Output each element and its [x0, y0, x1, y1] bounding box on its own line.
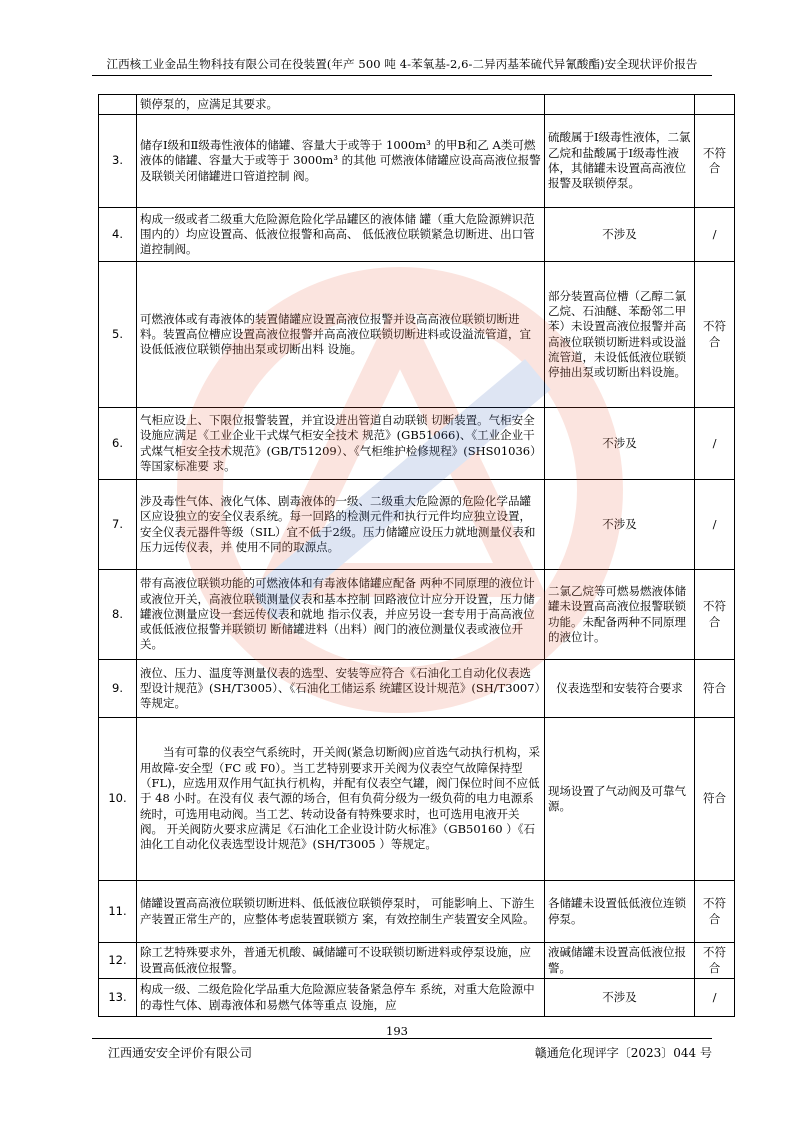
row-number: 12. — [99, 943, 137, 979]
requirement-text: 除工艺特殊要求外，普通无机酸、碱储罐可不设联锁切断进料或停泵设施，应设置高低液位报警。 — [137, 943, 545, 979]
table-row — [99, 943, 735, 979]
header-divider — [92, 75, 712, 76]
requirement-text: 储存Ⅰ级和Ⅱ级毒性液体的储罐、容量大于或等于 1000m³ 的甲B和乙 A类可燃液体的储罐、容量大于或等于 3000m³ 的其他 可燃液体储罐应设高高液位报警及联锁关闭储罐进口管道控制 阀。 — [137, 115, 545, 208]
status-text: 仪表选型和安装符合要求 — [545, 660, 695, 718]
result-text: / — [695, 979, 735, 1017]
table-row — [99, 660, 735, 718]
table-row — [99, 480, 735, 570]
table-row — [99, 208, 735, 262]
row-number: 7. — [99, 480, 137, 570]
row-number: 5. — [99, 262, 137, 408]
result-text — [695, 95, 735, 115]
requirement-indented-text: 当有可靠的仪表空气系统时，开关阀(紧急切断阀)应首选气动执行机构，采用故障-安全型（FC 或 F0）。当工艺特别要求开关阀为仪表空气故障保持型（FL)，应选用双作用气缸执行机构，并配有仪表空气罐，阀门保位时间不应低于 48 小时。在没有仪 表气源的场合，但有负荷分级为一级负荷的电力电源系统时，可选用电动阀。当工艺、转动设备有特殊要求时，也可选用电液开关阀。 开关阀防火要求应满足《石油化工企业设计防火标准》（GB50160 ）《石油化工自动化仪表选型设计规范》(SH/T3005 ）等规定。 — [140, 745, 540, 852]
table-row — [99, 408, 735, 480]
requirement-text: 储罐设置高高液位联锁切断进料、低低液位联锁停泵时， 可能影响上、下游生产装置正常生产的，应整体考虑装置联锁方 案，有效控制生产装置安全风险。 — [137, 881, 545, 943]
footer-company: 江西通安安全评价有限公司 — [108, 1046, 253, 1060]
footer-divider — [92, 1038, 712, 1039]
result-text: / — [695, 208, 735, 262]
page-number: 193 — [386, 1024, 408, 1038]
requirement-text: 带有高液位联锁功能的可燃液体和有毒液体储罐应配备 两种不同原理的液位计或液位开关，高液位联锁测量仪表和基本控制 回路液位计应分开设置，压力储罐液位测量应设一套远传仪表和就地 指示仪表，并应另设一套专用于高高液位或低低液位报警并联锁切 断储罐进料（出料）阀门的液位测量仪表或液位开关。 — [137, 570, 545, 660]
requirement-text: 液位、压力、温度等测量仪表的选型、安装等应符合《石油化工自动化仪表选型设计规范》(SH/T3005）、《石油化工储运系 统罐区设计规范》(SH/T3007）等规定。 — [137, 660, 545, 718]
requirement-text: 可燃液体或有毒液体的装置储罐应设置高液位报警并设高高液位联锁切断进料。装置高位槽应设置高液位报警并高高液位联锁切断进料或设溢流管道，宜设低低液位联锁停抽出泵或切断出料 设施。 — [137, 262, 545, 408]
status-text: 不涉及 — [545, 208, 695, 262]
row-number: 8. — [99, 570, 137, 660]
status-text: 不涉及 — [545, 408, 695, 480]
result-text: 不符合 — [695, 262, 735, 408]
table-row — [99, 262, 735, 408]
status-text: 部分装置高位槽（乙醇二氯乙烷、石油醚、苯酚邻二甲苯）未设置高液位报警并高高液位联锁切断进料或设溢流管道，未设低低液位联锁停抽出泵或切断出料设施。 — [545, 262, 695, 408]
table-row — [99, 570, 735, 660]
table-row — [99, 979, 735, 1017]
status-text: 现场设置了气动阀及可靠气源。 — [545, 718, 695, 881]
row-number: 13. — [99, 979, 137, 1017]
requirement-text: 锁停泵的，应满足其要求。 — [137, 95, 545, 115]
table-row — [99, 881, 735, 943]
result-text: 符合 — [695, 718, 735, 881]
requirement-text: 涉及毒性气体、液化气体、剧毒液体的一级、二级重大危险源的危险化学品罐区应设独立的安全仪表系统。每一回路的检测元件和执行元件均应独立设置，安全仪表元器件等级（SIL）宜不低于2级。压力储罐应设压力就地测量仪表和压力远传仪表，并 使用不同的取源点。 — [137, 480, 545, 570]
requirement-text: 气柜应设上、下限位报警装置，并宜设进出管道自动联锁 切断装置。气柜安全设施应满足《工业企业干式煤气柜安全技术 规范》(GB51066)、《工业企业干式煤气柜安全技术规范》(GB/T51209）、《气柜维护检修规程》(SHS01036）等国家标准要 求。 — [137, 408, 545, 480]
requirement-text: 构成一级或者二级重大危险源危险化学品罐区的液体储 罐（重大危险源辨识范围内的）均应设置高、低液位报警和高高、 低低液位联锁紧急切断进、出口管道控制阀。 — [137, 208, 545, 262]
row-number: 3. — [99, 115, 137, 208]
table-row — [99, 95, 735, 115]
row-number: 10. — [99, 718, 137, 881]
row-number: 4. — [99, 208, 137, 262]
page-header-title: 江西核工业金品生物科技有限公司在役装置(年产 500 吨 4-苯氧基-2,6-二异丙基苯硫代异氰酸酯)安全现状评价报告 — [106, 57, 698, 71]
status-text: 各储罐未设置低低液位连锁停泵。 — [545, 881, 695, 943]
status-text — [545, 95, 695, 115]
table-row — [99, 718, 735, 881]
result-text: 不符合 — [695, 881, 735, 943]
result-text: 符合 — [695, 660, 735, 718]
result-text: 不符合 — [695, 570, 735, 660]
result-text: 不符合 — [695, 943, 735, 979]
status-text: 不涉及 — [545, 979, 695, 1017]
result-text: / — [695, 408, 735, 480]
status-text: 液碱储罐未设置高低液位报警。 — [545, 943, 695, 979]
table-row — [99, 115, 735, 208]
requirement-text: 构成一级、二级危险化学品重大危险源应装备紧急停车 系统，对重大危险源中的毒性气体、剧毒液体和易燃气体等重点 设施，应 — [137, 979, 545, 1017]
status-text: 二氯乙烷等可燃易燃液体储罐未设置高高液位报警联锁功能。未配备两种不同原理的液位计。 — [545, 570, 695, 660]
result-text: / — [695, 480, 735, 570]
footer-report-number: 赣通危化现评字〔2023〕044 号 — [534, 1046, 712, 1060]
status-text: 不涉及 — [545, 480, 695, 570]
row-number: 11. — [99, 881, 137, 943]
evaluation-table — [98, 94, 735, 1017]
result-text: 不符合 — [695, 115, 735, 208]
row-number: 9. — [99, 660, 137, 718]
row-number — [99, 95, 137, 115]
row-number: 6. — [99, 408, 137, 480]
status-text: 硫酸属于Ⅰ级毒性液体，二氯乙烷和盐酸属于Ⅰ级毒性液体，其储罐未设置高高液位报警及联锁停泵。 — [545, 115, 695, 208]
requirement-text — [137, 718, 545, 881]
